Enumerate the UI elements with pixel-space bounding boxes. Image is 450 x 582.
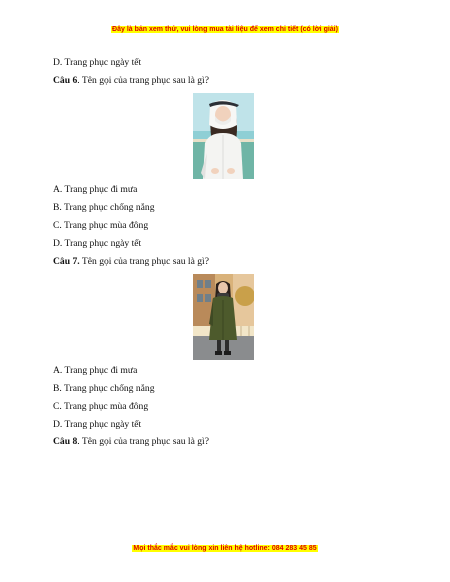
sun-protective-outfit-image [193,93,254,179]
question-7-option-c: C. Trang phục mùa đông [53,401,149,412]
question-6-option-a: A. Trang phục đi mưa [53,184,138,195]
winter-outfit-image [193,274,254,360]
question-8-text: . Tên gọi của trang phục sau là gì? [77,436,209,447]
question-7 [53,256,209,268]
question-6-option-d: D. Trang phục ngày tết [53,238,142,249]
question-6-option-b: B. Trang phục chống nắng [53,202,155,213]
preview-notice-text: Đây là bản xem thử, vui lòng mua tài liệu để xem chi tiết (có lời giải) [112,26,338,33]
question-6-text: . Tên gọi của trang phục sau là gì? [77,75,209,86]
question-8-number: Câu 8 [53,436,78,447]
question-7-option-a: A. Trang phục đi mưa [53,365,138,376]
previous-option-d: D. Trang phục ngày tết [53,57,142,68]
question-6-number: Câu 6 [53,75,78,86]
woman-sun-protective-outfit-icon [193,93,254,179]
question-7-text: Tên gọi của trang phục sau là gì? [79,256,209,267]
contact-notice-text: Mọi thắc mắc vui lòng xin liên hệ hotline: 084 283 45 85 [133,545,317,552]
question-6 [53,75,209,87]
question-8 [53,436,209,448]
preview-notice [0,26,450,33]
question-6-option-c: C. Trang phục mùa đông [53,220,149,231]
woman-winter-coat-icon [193,274,254,360]
contact-notice [0,545,450,552]
question-7-number: Câu 7. [53,256,80,267]
question-7-option-b: B. Trang phục chống nắng [53,383,155,394]
question-7-option-d: D. Trang phục ngày tết [53,419,142,430]
